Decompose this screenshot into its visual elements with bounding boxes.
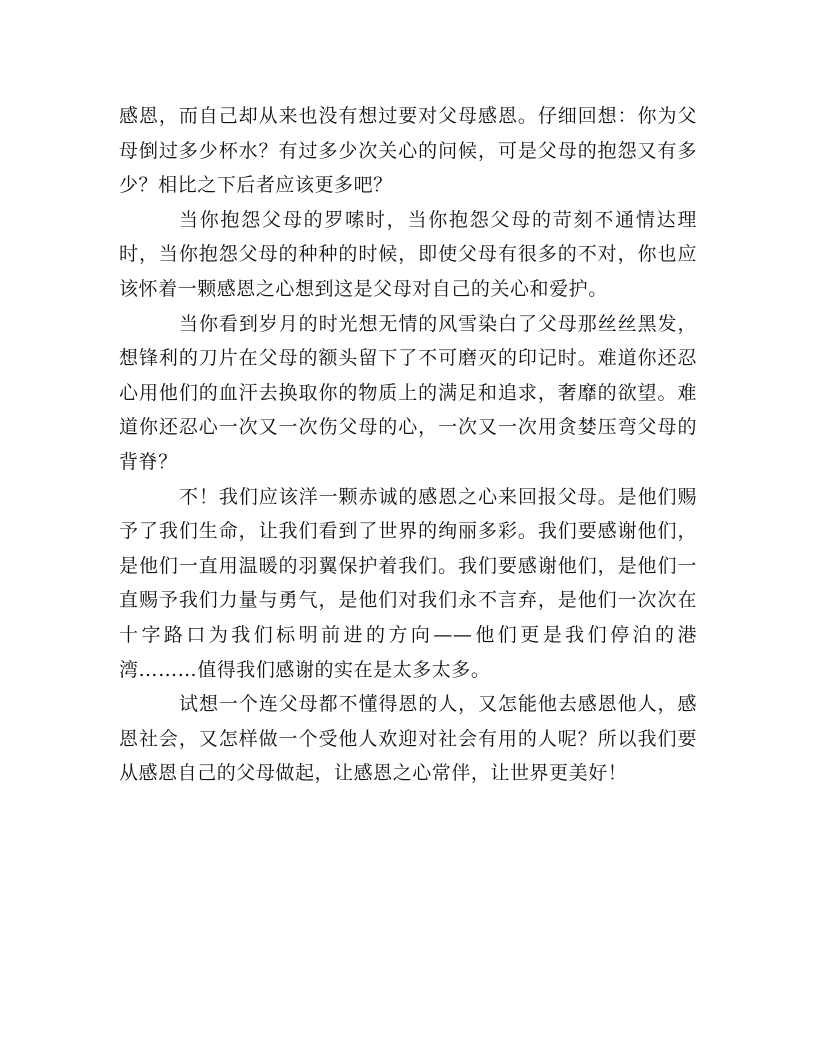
document-body (119, 99, 697, 791)
paragraph-1: 感恩，而自己却从来也没有想过要对父母感恩。仔细回想：你为父母倒过多少杯水？有过多少次关心的问候，可是父母的抱怨又有多少？相比之下后者应该更多吧？ (119, 105, 697, 197)
paragraph-2: 当你抱怨父母的罗嗦时，当你抱怨父母的苛刻不通情达理时，当你抱怨父母的种种的时候，即使父母有很多的不对，你也应该怀着一颗感恩之心想到这是父母对自己的关心和爱护。 (119, 208, 697, 300)
paragraph-5: 试想一个连父母都不懂得恩的人，又怎能他去感恩他人，感恩社会，又怎样做一个受他人欢迎对社会有用的人呢？所以我们要从感恩自己的父母做起，让感恩之心常伴，让世界更美好！ (119, 693, 697, 785)
paragraph-4: 不！我们应该洋一颗赤诚的感恩之心来回报父母。是他们赐予了我们生命，让我们看到了世界的绚丽多彩。我们要感谢他们，是他们一直用温暖的羽翼保护着我们。我们要感谢他们，是他们一直赐予我们力量与勇气，是他们对我们永不言弃，是他们一次次在十字路口为我们标明前进的方向——他们更是我们停泊的港湾………值得我们感谢的实在是太多太多。 (119, 485, 697, 681)
paragraph-3: 当你看到岁月的时光想无情的风雪染白了父母那丝丝黑发，想锋利的刀片在父母的额头留下了不可磨灭的印记时。难道你还忍心用他们的血汗去换取你的物质上的满足和追求，奢靡的欲望。难道你还忍心一次又一次伤父母的心，一次又一次用贪婪压弯父母的背脊？ (119, 312, 697, 473)
